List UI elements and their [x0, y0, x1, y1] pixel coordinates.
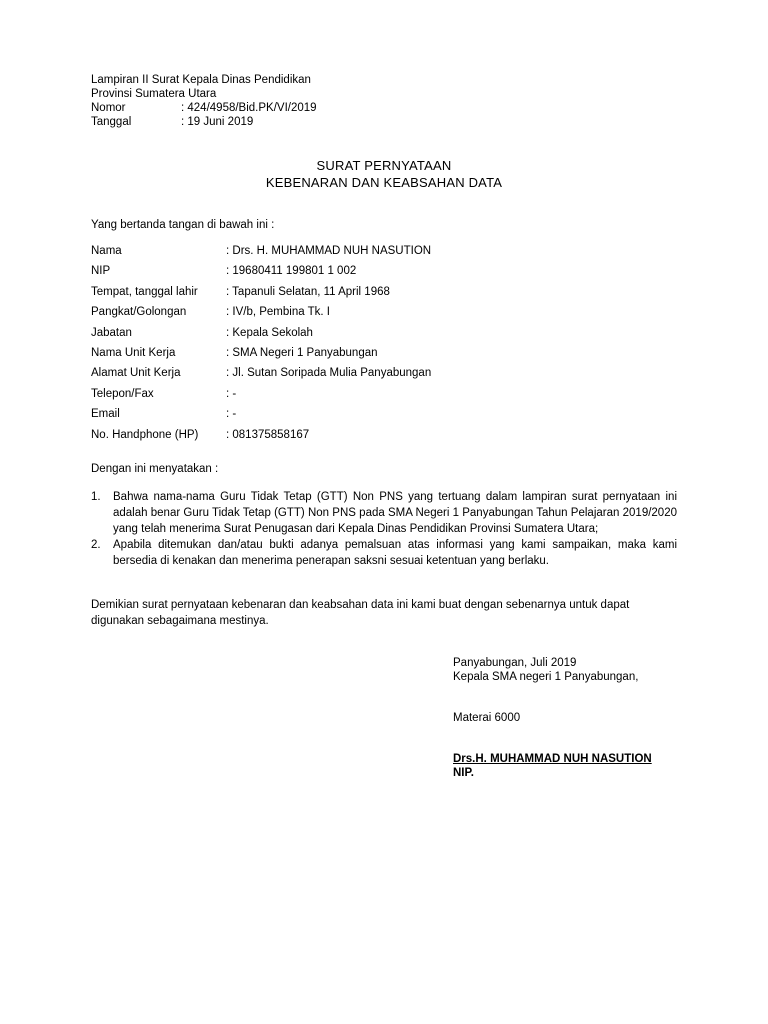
identity-value: : Tapanuli Selatan, 11 April 1968 — [226, 285, 390, 298]
closing-paragraph: Demikian surat pernyataan kebenaran dan keabsahan data ini kami buat dengan sebenarnya untuk dapat digunakan sebagaimana mestinya. — [91, 599, 630, 627]
document-subtitle: KEBENARAN DAN KEABSAHAN DATA — [265, 175, 503, 190]
identity-row-position — [91, 326, 431, 346]
identity-row-address — [91, 366, 431, 386]
header-line-2: Provinsi Sumatera Utara — [91, 88, 217, 100]
identity-value: : Kepala Sekolah — [226, 326, 313, 339]
identity-label: Tempat, tanggal lahir — [91, 285, 198, 298]
identity-value: : - — [226, 408, 237, 421]
list-text: Bahwa nama-nama Guru Tidak Tetap (GTT) Non PNS yang tertuang dalam lampiran surat pernyataan ini adalah benar Guru Tidak Tetap (GTT) Non PNS pada SMA Negeri 1 Panyabungan Tahun Pelajaran 2019/2020 yang telah menerima Surat Penugasan dari Kepala Dinas Pendidikan Provinsi Sumatera Utara; — [113, 491, 677, 535]
list-number: 1. — [91, 491, 101, 503]
identity-label: Jabatan — [91, 326, 132, 339]
header-tanggal-row — [91, 115, 317, 129]
signature-stamp-note: Materai 6000 — [453, 712, 521, 724]
identity-label: Email — [91, 408, 120, 421]
identity-row-phone — [91, 387, 431, 407]
identity-value: : SMA Negeri 1 Panyabungan — [226, 346, 378, 359]
identity-label: Nama — [91, 245, 122, 257]
document-title: SURAT PERNYATAAN — [316, 158, 452, 173]
identity-label: NIP — [91, 265, 111, 278]
list-item — [91, 537, 677, 569]
signature-position: Kepala SMA negeri 1 Panyabungan, — [453, 671, 639, 683]
identity-row-nama — [91, 244, 431, 264]
identity-label: Pangkat/Golongan — [91, 306, 187, 319]
signatory-name: Drs.H. MUHAMMAD NUH NASUTION — [453, 753, 652, 765]
identity-row-handphone — [91, 428, 431, 448]
identity-row-email — [91, 407, 431, 427]
identity-label: Nama Unit Kerja — [91, 346, 176, 359]
identity-value: : - — [226, 387, 237, 400]
identity-label: Telepon/Fax — [91, 387, 154, 400]
identity-label: No. Handphone (HP) — [91, 428, 199, 441]
identity-row-rank — [91, 305, 431, 325]
signature-place-date: Panyabungan, Juli 2019 — [453, 657, 577, 669]
list-number: 2. — [91, 539, 101, 551]
tanggal-value: : 19 Juni 2019 — [181, 116, 254, 128]
identity-value: : Jl. Sutan Soripada Mulia Panyabungan — [226, 367, 432, 380]
nomor-label: Nomor — [91, 102, 126, 114]
identity-value: : 19680411 199801 1 002 — [226, 265, 357, 278]
identity-row-nip — [91, 264, 431, 284]
list-item — [91, 489, 677, 537]
identity-label: Alamat Unit Kerja — [91, 367, 181, 380]
statement-intro: Dengan ini menyatakan : — [91, 463, 219, 475]
identity-value: : Drs. H. MUHAMMAD NUH NASUTION — [226, 245, 432, 257]
list-text: Apabila ditemukan dan/atau bukti adanya pemalsuan atas informasi yang kami sampaikan, maka kami bersedia di kenakan dan menerima penerapan saksni sesuai ketentuan yang berlaku. — [113, 539, 677, 567]
header-line-1: Lampiran II Surat Kepala Dinas Pendidikan — [91, 74, 311, 86]
identity-value: : IV/b, Pembina Tk. I — [226, 306, 330, 319]
header-nomor-row — [91, 101, 317, 115]
intro-text: Yang bertanda tangan di bawah ini : — [91, 219, 275, 231]
identity-row-unit — [91, 346, 431, 366]
identity-row-birth — [91, 285, 431, 305]
identity-table — [91, 244, 431, 448]
nomor-value: : 424/4958/Bid.PK/VI/2019 — [181, 102, 317, 114]
signatory-nip: NIP. — [453, 767, 474, 779]
identity-value: : 081375858167 — [226, 428, 310, 441]
statement-list — [91, 489, 677, 569]
tanggal-label: Tanggal — [91, 116, 132, 128]
attachment-header — [91, 73, 317, 129]
